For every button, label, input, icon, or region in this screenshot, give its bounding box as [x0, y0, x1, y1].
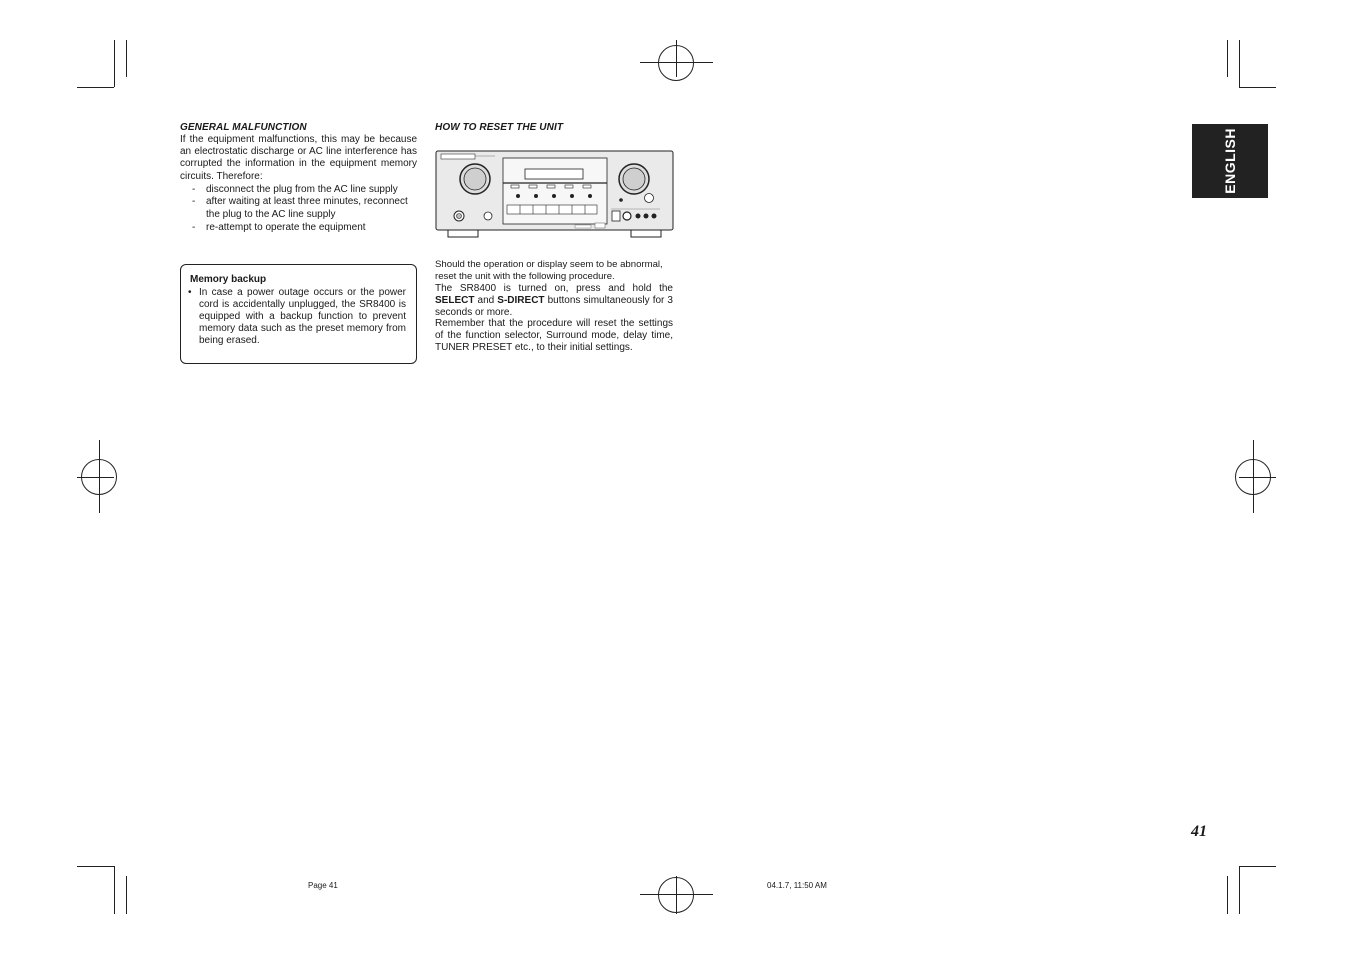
crop-mark	[1239, 40, 1240, 87]
language-tab	[1192, 124, 1268, 198]
list-item: - after waiting at least three minutes, reconnect the plug to the AC line supply	[192, 196, 408, 220]
malfunction-steps	[180, 184, 417, 234]
reset-paragraph-3: Remember that the procedure will reset the settings of the function selector, Surround mode, delay time, TUNER PRESET etc., to their initial settings.	[435, 318, 673, 354]
crop-mark	[1239, 866, 1276, 867]
crop-mark	[126, 40, 127, 77]
memory-backup-box	[180, 264, 417, 364]
reset-paragraph-1: Should the operation or display seem to be abnormal, reset the unit with the following procedure.	[435, 259, 663, 283]
language-tab-label: ENGLISH	[1222, 128, 1238, 194]
list-item: - re-attempt to operate the equipment	[192, 221, 366, 233]
crop-mark	[1239, 87, 1276, 88]
general-malfunction-intro: If the equipment malfunctions, this may be because an electrostatic discharge or AC line interference has corrupted the information in the equipment memory circuits. Therefore:	[180, 134, 417, 182]
crop-mark	[126, 876, 127, 914]
s-direct-button-label: S-DIRECT	[497, 295, 545, 307]
crop-mark	[77, 866, 114, 867]
page-number: 41	[1191, 823, 1207, 840]
crop-mark	[1227, 40, 1228, 77]
crop-mark	[1239, 866, 1240, 914]
general-malfunction-section	[180, 122, 417, 234]
memory-backup-text: In case a power outage occurs or the power cord is accidentally unplugged, the SR8400 is equipped with a backup function to prevent memory data such as the preset memory from being erased.	[199, 287, 406, 346]
reset-heading: HOW TO RESET THE UNIT	[435, 122, 564, 133]
receiver-front-panel-illustration	[435, 149, 675, 241]
crop-mark	[114, 866, 115, 914]
footer-page-label: Page 41	[308, 881, 338, 890]
crop-mark	[114, 40, 115, 87]
crop-mark	[77, 87, 114, 88]
crop-mark	[1227, 876, 1228, 914]
select-button-label: SELECT	[435, 295, 475, 307]
bullet: •	[188, 287, 192, 298]
memory-backup-title: Memory backup	[190, 274, 267, 285]
general-malfunction-heading: GENERAL MALFUNCTION	[180, 122, 307, 133]
reset-paragraph-2: The SR8400 is turned on, press and hold the SELECT and S-DIRECT buttons simultaneously for 3 seconds or more.	[435, 283, 673, 319]
list-item: - disconnect the plug from the AC line supply	[192, 183, 398, 195]
footer-timestamp: 04.1.7, 11:50 AM	[767, 881, 827, 890]
